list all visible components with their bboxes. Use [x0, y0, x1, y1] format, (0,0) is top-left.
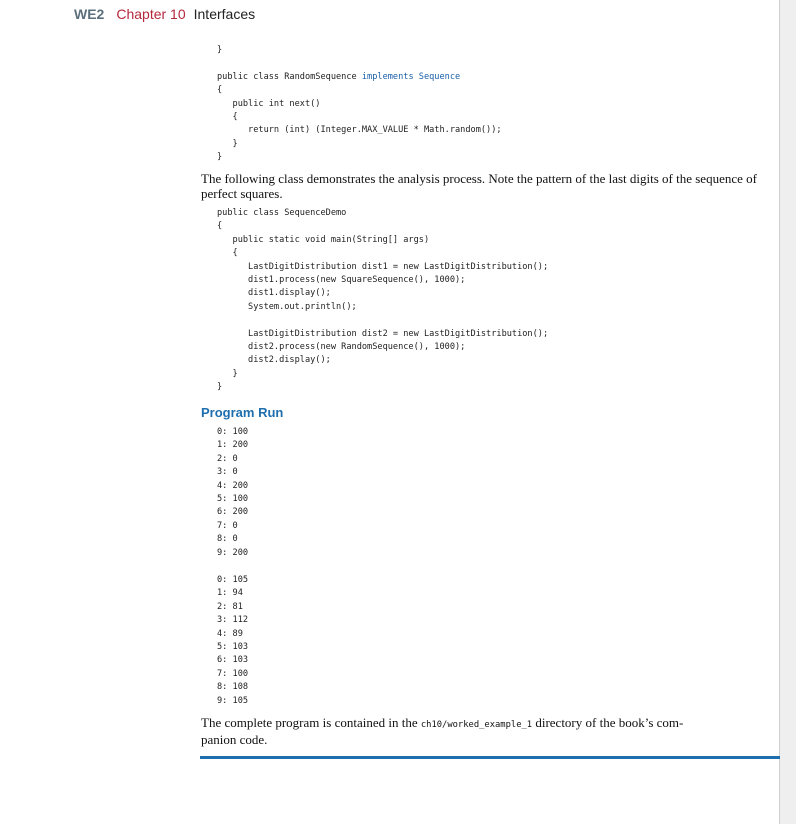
program-run-heading: Program Run — [201, 405, 284, 420]
vertical-scrollbar[interactable] — [780, 0, 796, 824]
page-header — [74, 6, 255, 24]
code-line: dist2.display(); — [217, 355, 331, 366]
code-line: dist2.process(new RandomSequence(), 1000); — [217, 342, 466, 353]
code-line: LastDigitDistribution dist2 = new LastDigitDistribution(); — [217, 328, 549, 339]
output-line: 8: 108 — [217, 682, 249, 693]
code-line: } — [217, 138, 238, 149]
implements-keyword: implements Sequence — [361, 71, 461, 82]
code-line: } — [217, 45, 223, 55]
code-line: public class SequenceDemo — [217, 208, 347, 218]
output-line: 2: 81 — [217, 601, 243, 612]
code-line: LastDigitDistribution dist1 = new LastDigitDistribution(); — [217, 261, 549, 272]
output-line: 3: 0 — [217, 467, 238, 478]
output-line: 6: 200 — [217, 507, 249, 518]
text-after-path: directory of the book’s com-panion code. — [201, 715, 684, 747]
code-line: } — [217, 152, 223, 163]
output-line: 4: 89 — [217, 628, 243, 639]
text-before-path: The complete program is contained in the — [201, 715, 421, 730]
output-line: 5: 100 — [217, 494, 249, 505]
section-divider — [200, 756, 780, 759]
code-line: public static void main(String[] args) — [217, 234, 430, 245]
program-output-1 — [217, 426, 248, 560]
output-line: 7: 0 — [217, 520, 238, 531]
code-line: dist1.display(); — [217, 288, 331, 299]
output-line: 0: 105 — [217, 575, 249, 585]
code-line: { — [217, 248, 238, 259]
code-line: } — [217, 368, 238, 379]
output-line: 3: 112 — [217, 615, 249, 626]
paragraph-companion-code — [201, 716, 701, 747]
code-line: { — [217, 85, 223, 96]
worked-example-code: WE2 — [74, 6, 105, 22]
code-line: public int next() — [217, 98, 321, 109]
directory-path: ch10/worked_example_1 — [420, 720, 533, 730]
code-line: return (int) (Integer.MAX_VALUE * Math.random()); — [217, 125, 502, 136]
chapter-label: Chapter 10 — [116, 6, 186, 22]
output-line: 5: 103 — [217, 642, 249, 653]
program-output-2 — [217, 574, 248, 708]
output-line: 9: 200 — [217, 547, 249, 558]
code-line: { — [217, 221, 223, 232]
output-line: 4: 200 — [217, 480, 249, 491]
code-line: } — [217, 382, 223, 393]
code-line: public class RandomSequence — [217, 71, 362, 82]
paragraph-analysis: The following class demonstrates the analysis process. Note the pattern of the last digits of the sequence of perfect squares. — [201, 171, 757, 201]
code-block-sequence-demo — [217, 207, 548, 395]
output-line: 9: 105 — [217, 695, 249, 706]
output-line: 6: 103 — [217, 655, 249, 666]
chapter-title: Interfaces — [193, 6, 256, 22]
output-line: 7: 100 — [217, 668, 249, 679]
code-block-random-sequence — [217, 44, 502, 165]
output-line: 8: 0 — [217, 534, 238, 545]
code-line: System.out.println(); — [217, 301, 357, 312]
code-line: { — [217, 112, 238, 123]
output-line: 0: 100 — [217, 427, 249, 437]
code-line: dist1.process(new SquareSequence(), 1000); — [217, 275, 466, 286]
output-line: 2: 0 — [217, 453, 238, 464]
output-line: 1: 94 — [217, 588, 243, 599]
output-line: 1: 200 — [217, 440, 249, 451]
